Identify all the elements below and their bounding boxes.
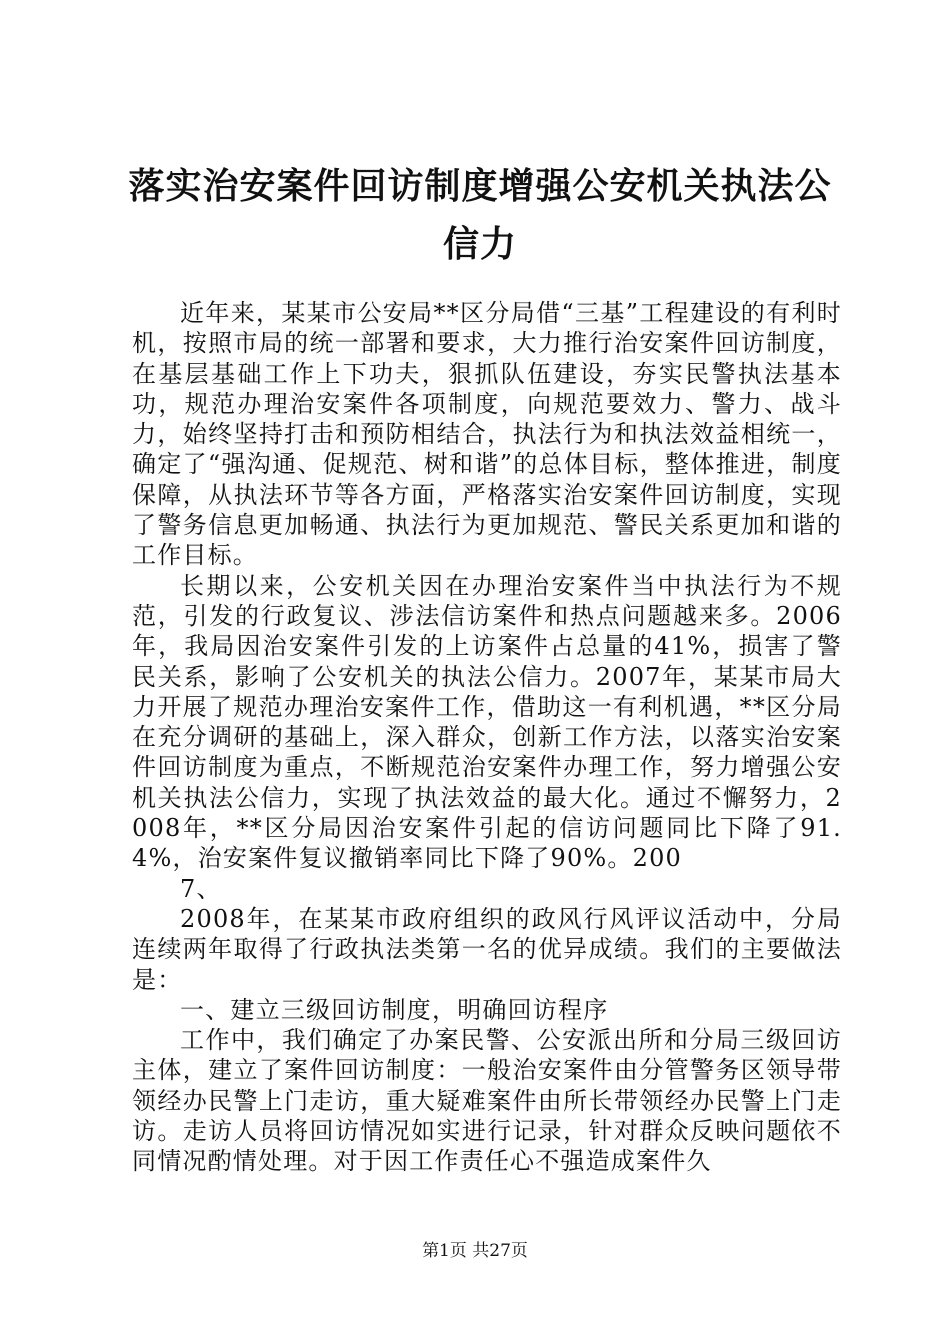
document-title: 落实治安案件回访制度增强公安机关执法公信力 xyxy=(128,165,832,265)
paragraph-fragment: 7、 xyxy=(180,874,222,903)
document-body xyxy=(132,298,842,1177)
paragraph-section-1: 工作中，我们确定了办案民警、公安派出所和分局三级回访主体，建立了案件回访制度：一般治安案件由分管警务区领导带领经办民警上门走访，重大疑难案件由所长带领经办民警上门走访。走访人员将回访情况如实进行记录，针对群众反映问题依不同情况酌情处理。对于因工作责任心不强造成案件久 xyxy=(132,1026,842,1176)
page-number-footer: 第1页 共27页 xyxy=(422,1241,528,1261)
section-heading-1: 一、建立三级回访制度，明确回访程序 xyxy=(180,995,609,1024)
paragraph-intro: 近年来，某某市公安局**区分局借“三基”工程建设的有利时机，按照市局的统一部署和要求，大力推行治安案件回访制度，在基层基础工作上下功夫，狠抓队伍建设，夯实民警执法基本功，规范办理治安案件各项制度，向规范要效力、警力、战斗力，始终坚持打击和预防相结合，执法行为和执法效益相统一，确定了“强沟通、促规范、树和谐”的总体目标，整体推进，制度保障，从执法环节等各方面，严格落实治安案件回访制度，实现了警务信息更加畅通、执法行为更加规范、警民关系更加和谐的工作目标。 xyxy=(132,299,842,570)
paragraph-achievement: 2008年，在某某市政府组织的政风行风评议活动中，分局连续两年取得了行政执法类第一名的优异成绩。我们的主要做法是： xyxy=(132,904,842,994)
paragraph-background: 长期以来，公安机关因在办理治安案件当中执法行为不规范，引发的行政复议、涉法信访案件和热点问题越来多。2006年，我局因治安案件引发的上访案件占总量的41%，损害了警民关系，影响了公安机关的执法公信力。2007年，某某市局大力开展了规范办理治安案件工作，借助这一有利机遇，**区分局在充分调研的基础上，深入群众，创新工作方法，以落实治安案件回访制度为重点，不断规范治安案件办理工作，努力增强公安机关执法公信力，实现了执法效益的最大化。通过不懈努力，2008年，**区分局因治安案件引起的信访问题同比下降了91.4%，治安案件复议撤销率同比下降了90%。200 xyxy=(132,571,842,873)
